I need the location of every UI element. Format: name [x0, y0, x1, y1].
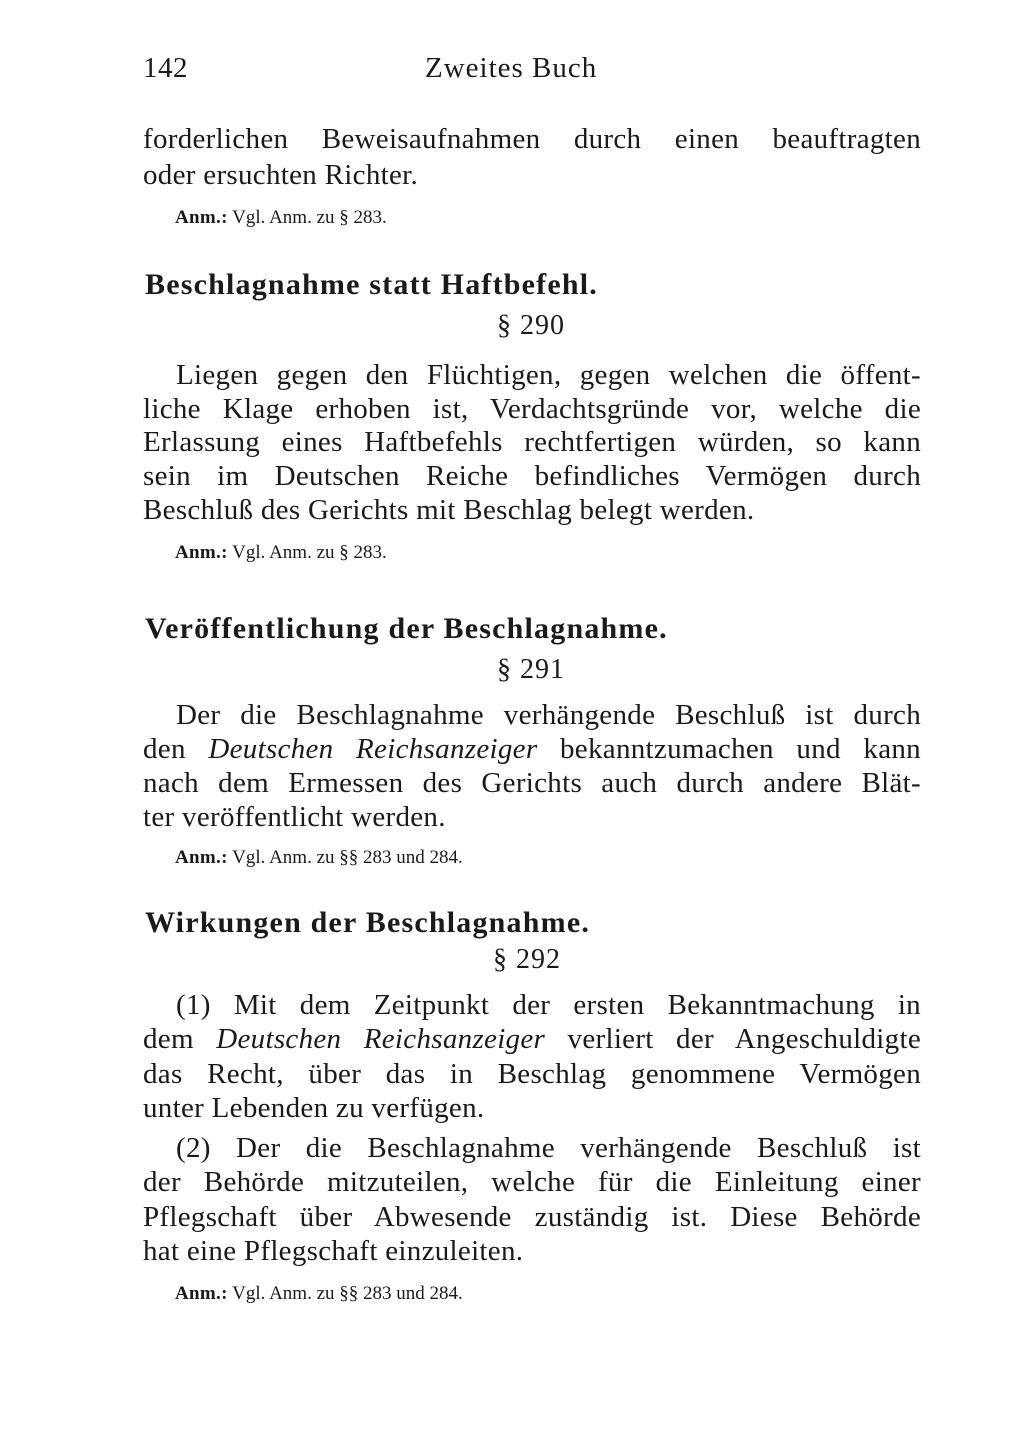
body-line: liche Klage erhoben ist, Verdachtsgründe vor, welche die — [143, 393, 921, 425]
annotation — [175, 1282, 463, 1306]
body-line: der Behörde mitzuteilen, welche für die Einleitung einer — [143, 1166, 921, 1198]
body-line: Erlassung eines Haftbefehls rechtfertigen würden, so kann — [143, 426, 921, 458]
annotation-label: Anm.: — [175, 542, 228, 563]
annotation — [175, 541, 387, 565]
annotation-text: Vgl. Anm. zu §§ 283 und 284. — [232, 1283, 463, 1304]
annotation — [175, 206, 387, 230]
body-line: hat eine Pflegschaft einzuleiten. — [143, 1235, 524, 1267]
paragraph-number: § 290 — [497, 310, 565, 341]
paragraph-number: § 292 — [493, 944, 561, 975]
body-line: oder ersuchten Richter. — [143, 159, 419, 191]
body-line — [143, 1022, 921, 1056]
body-line: Der die Beschlagnahme verhängende Beschluß ist durch — [176, 699, 921, 731]
body-line: sein im Deutschen Reiche befindliches Vermögen durch — [143, 460, 921, 492]
body-line: forderlichen Beweisaufnahmen durch einen beauftragten — [143, 123, 921, 155]
running-head — [143, 52, 923, 96]
body-line: ter veröffentlicht werden. — [143, 801, 446, 833]
body-line: Beschluß des Gerichts mit Beschlag belegt werden. — [143, 494, 755, 526]
annotation-text: Vgl. Anm. zu § 283. — [232, 207, 387, 228]
text-run: dem — [143, 1023, 194, 1055]
annotation-label: Anm.: — [175, 1283, 228, 1304]
publication-name: Deutschen Reichsanzeiger — [208, 733, 538, 765]
running-title: Zweites Buch — [425, 52, 598, 84]
page-number: 142 — [143, 52, 188, 84]
text-run: bekanntzumachen und kann — [560, 733, 921, 765]
annotation-label: Anm.: — [175, 847, 228, 868]
section-title: Wirkungen der Beschlagnahme. — [145, 906, 591, 939]
annotation-label: Anm.: — [175, 207, 228, 228]
body-line: unter Lebenden zu verfügen. — [143, 1092, 485, 1124]
section-title: Beschlagnahme statt Haftbefehl. — [145, 268, 598, 301]
body-line — [143, 732, 921, 766]
body-line: das Recht, über das in Beschlag genommene Vermögen — [143, 1058, 921, 1090]
annotation-text: Vgl. Anm. zu §§ 283 und 284. — [232, 847, 463, 868]
annotation — [175, 846, 463, 870]
body-line: nach dem Ermessen des Gerichts auch durch andere Blät- — [143, 767, 921, 799]
section-title: Veröffentlichung der Beschlagnahme. — [145, 612, 668, 645]
body-line: Liegen gegen den Flüchtigen, gegen welchen die öffent- — [176, 359, 921, 391]
annotation-text: Vgl. Anm. zu § 283. — [232, 542, 387, 563]
text-run: verliert der Angeschuldigte — [567, 1023, 921, 1055]
publication-name: Deutschen Reichsanzeiger — [216, 1023, 546, 1055]
paragraph-number: § 291 — [497, 654, 565, 685]
body-line: Pflegschaft über Abwesende zuständig ist. Diese Behörde — [143, 1201, 921, 1233]
body-line: (2) Der die Beschlagnahme verhängende Beschluß ist — [176, 1132, 921, 1164]
text-run: den — [143, 733, 186, 765]
body-line: (1) Mit dem Zeitpunkt der ersten Bekanntmachung in — [176, 989, 921, 1021]
